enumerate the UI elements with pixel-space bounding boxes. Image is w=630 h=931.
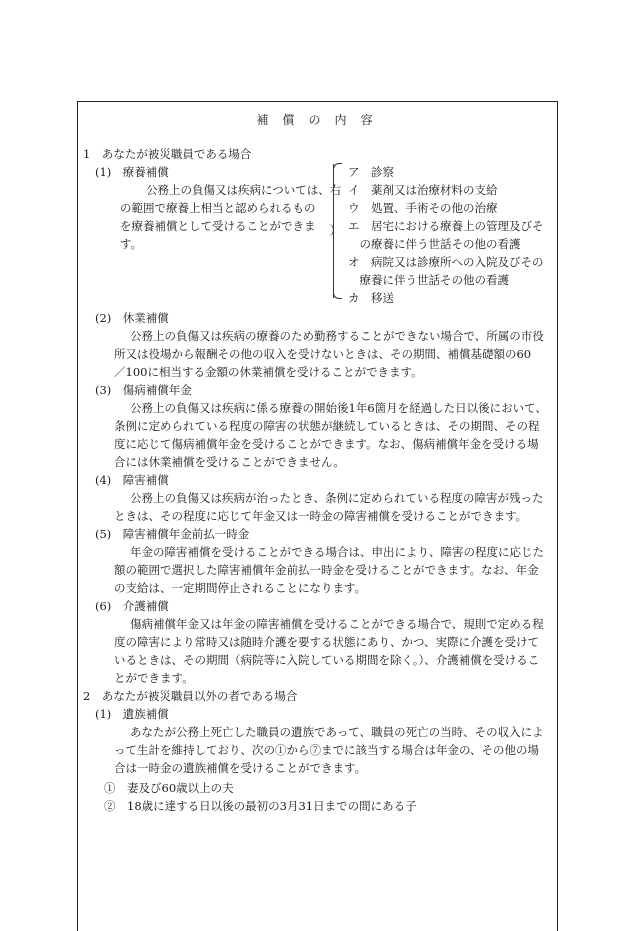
item-shobyo-label: (3) 傷病補償年金 — [95, 383, 192, 397]
izoku-line: って生計を維持しており、次の①から⑦までに該当する場合は年金の、その他の場 — [114, 743, 540, 757]
izoku-line: 合は一時金の遺族補償を受けることができます。 — [114, 761, 367, 775]
izoku-enum-item: ② 18歳に達する日以後の最初の3月31日までの間にある子 — [104, 799, 417, 813]
shobyo-line: 公務上の負傷又は疾病に係る療養の開始後1年6箇月を経過した日以後において、 — [130, 401, 547, 415]
section-1-heading: 1 あなたが被災職員である場合 — [83, 147, 252, 161]
item-maebarai-label: (5) 障害補償年金前払一時金 — [95, 527, 250, 541]
kyugyo-line: 所又は役場から報酬その他の収入を受けないときは、その期間、補償基礎額の60 — [114, 347, 532, 361]
shobyo-line: 条例に定められている程度の障害の状態が継続しているときは、その期間、その程 — [114, 419, 540, 433]
kaigo-line: とができます。 — [114, 671, 194, 685]
item-kyugyo-label: (2) 休業補償 — [95, 311, 169, 325]
ryoyo-para-line: の範囲で療養上相当と認められるもの — [120, 201, 316, 215]
ryoyo-para-line: 公務上の負傷又は疾病については、右 — [146, 183, 342, 197]
ryoyo-list-item: 療養に伴う世話その他の看護 — [348, 273, 509, 287]
kaigo-line: いるときは、その期間（病院等に入院している期間を除く。）、介護補償を受けるこ — [114, 653, 540, 667]
kyugyo-line: ／100に相当する金額の休業補償を受けることができます。 — [114, 365, 423, 379]
maebarai-line: 年金の障害補償を受けることができる場合は、申出により、障害の程度に応じた — [130, 545, 544, 559]
shobyo-line: 合には休業補償を受けることができません。 — [114, 455, 345, 469]
ryoyo-list-item: オ 病院又は診療所への入院及びその — [348, 255, 544, 269]
izoku-enum-item: ① 妻及び60歳以上の夫 — [104, 781, 234, 795]
brace-icon — [333, 164, 344, 298]
section-2-heading: 2 あなたが被災職員以外の者である場合 — [83, 689, 298, 703]
izoku-line: あなたが公務上死亡した職員の遺族であって、職員の死亡の当時、その収入によ — [130, 725, 544, 739]
kaigo-line: 度の障害により常時又は随時介護を要する状態にあり、かつ、実際に介護を受けて — [114, 635, 540, 649]
ryoyo-list-item: ア 診察 — [348, 165, 394, 179]
shogai-line: ときは、その程度に応じて年金又は一時金の障害補償を受けることができます。 — [114, 509, 528, 523]
ryoyo-list-item: エ 居宅における療養上の管理及びそ — [348, 219, 544, 233]
kyugyo-line: 公務上の負傷又は疾病の療養のため勤務することができない場合で、所属の市役 — [130, 329, 544, 343]
maebarai-line: 額の範囲で選択した障害補償年金前払一時金を受けることができます。なお、年金 — [114, 563, 539, 577]
shobyo-line: 度に応じて傷病補償年金を受けることができます。なお、傷病補償年金を受ける場 — [114, 437, 539, 451]
item-kaigo-label: (6) 介護補償 — [95, 599, 169, 613]
maebarai-line: の支給は、一定期間停止されることになります。 — [114, 581, 367, 595]
ryoyo-list-item: ウ 処置、手術その他の治療 — [348, 201, 498, 215]
kaigo-line: 傷病補償年金又は年金の障害補償を受けることができる場合で、規則で定める程 — [130, 617, 544, 631]
page-title: 補 償 の 内 容 — [256, 113, 374, 127]
item-izoku-label: (1) 遺族補償 — [95, 707, 169, 721]
ryoyo-para-line: を療養補償として受けることができま — [120, 219, 316, 233]
ryoyo-list-item: カ 移送 — [348, 291, 394, 305]
ryoyo-list-item: イ 薬剤又は治療材料の支給 — [348, 183, 498, 197]
item-shogai-label: (4) 障害補償 — [95, 473, 169, 487]
ryoyo-list-item: の療養に伴う世話その他の看護 — [348, 237, 521, 251]
ryoyo-para-line: す。 — [120, 237, 143, 251]
shogai-line: 公務上の負傷又は疾病が治ったとき、条例に定められている程度の障害が残った — [130, 491, 544, 505]
item-ryoyo-label: (1) 療養補償 — [95, 165, 169, 179]
